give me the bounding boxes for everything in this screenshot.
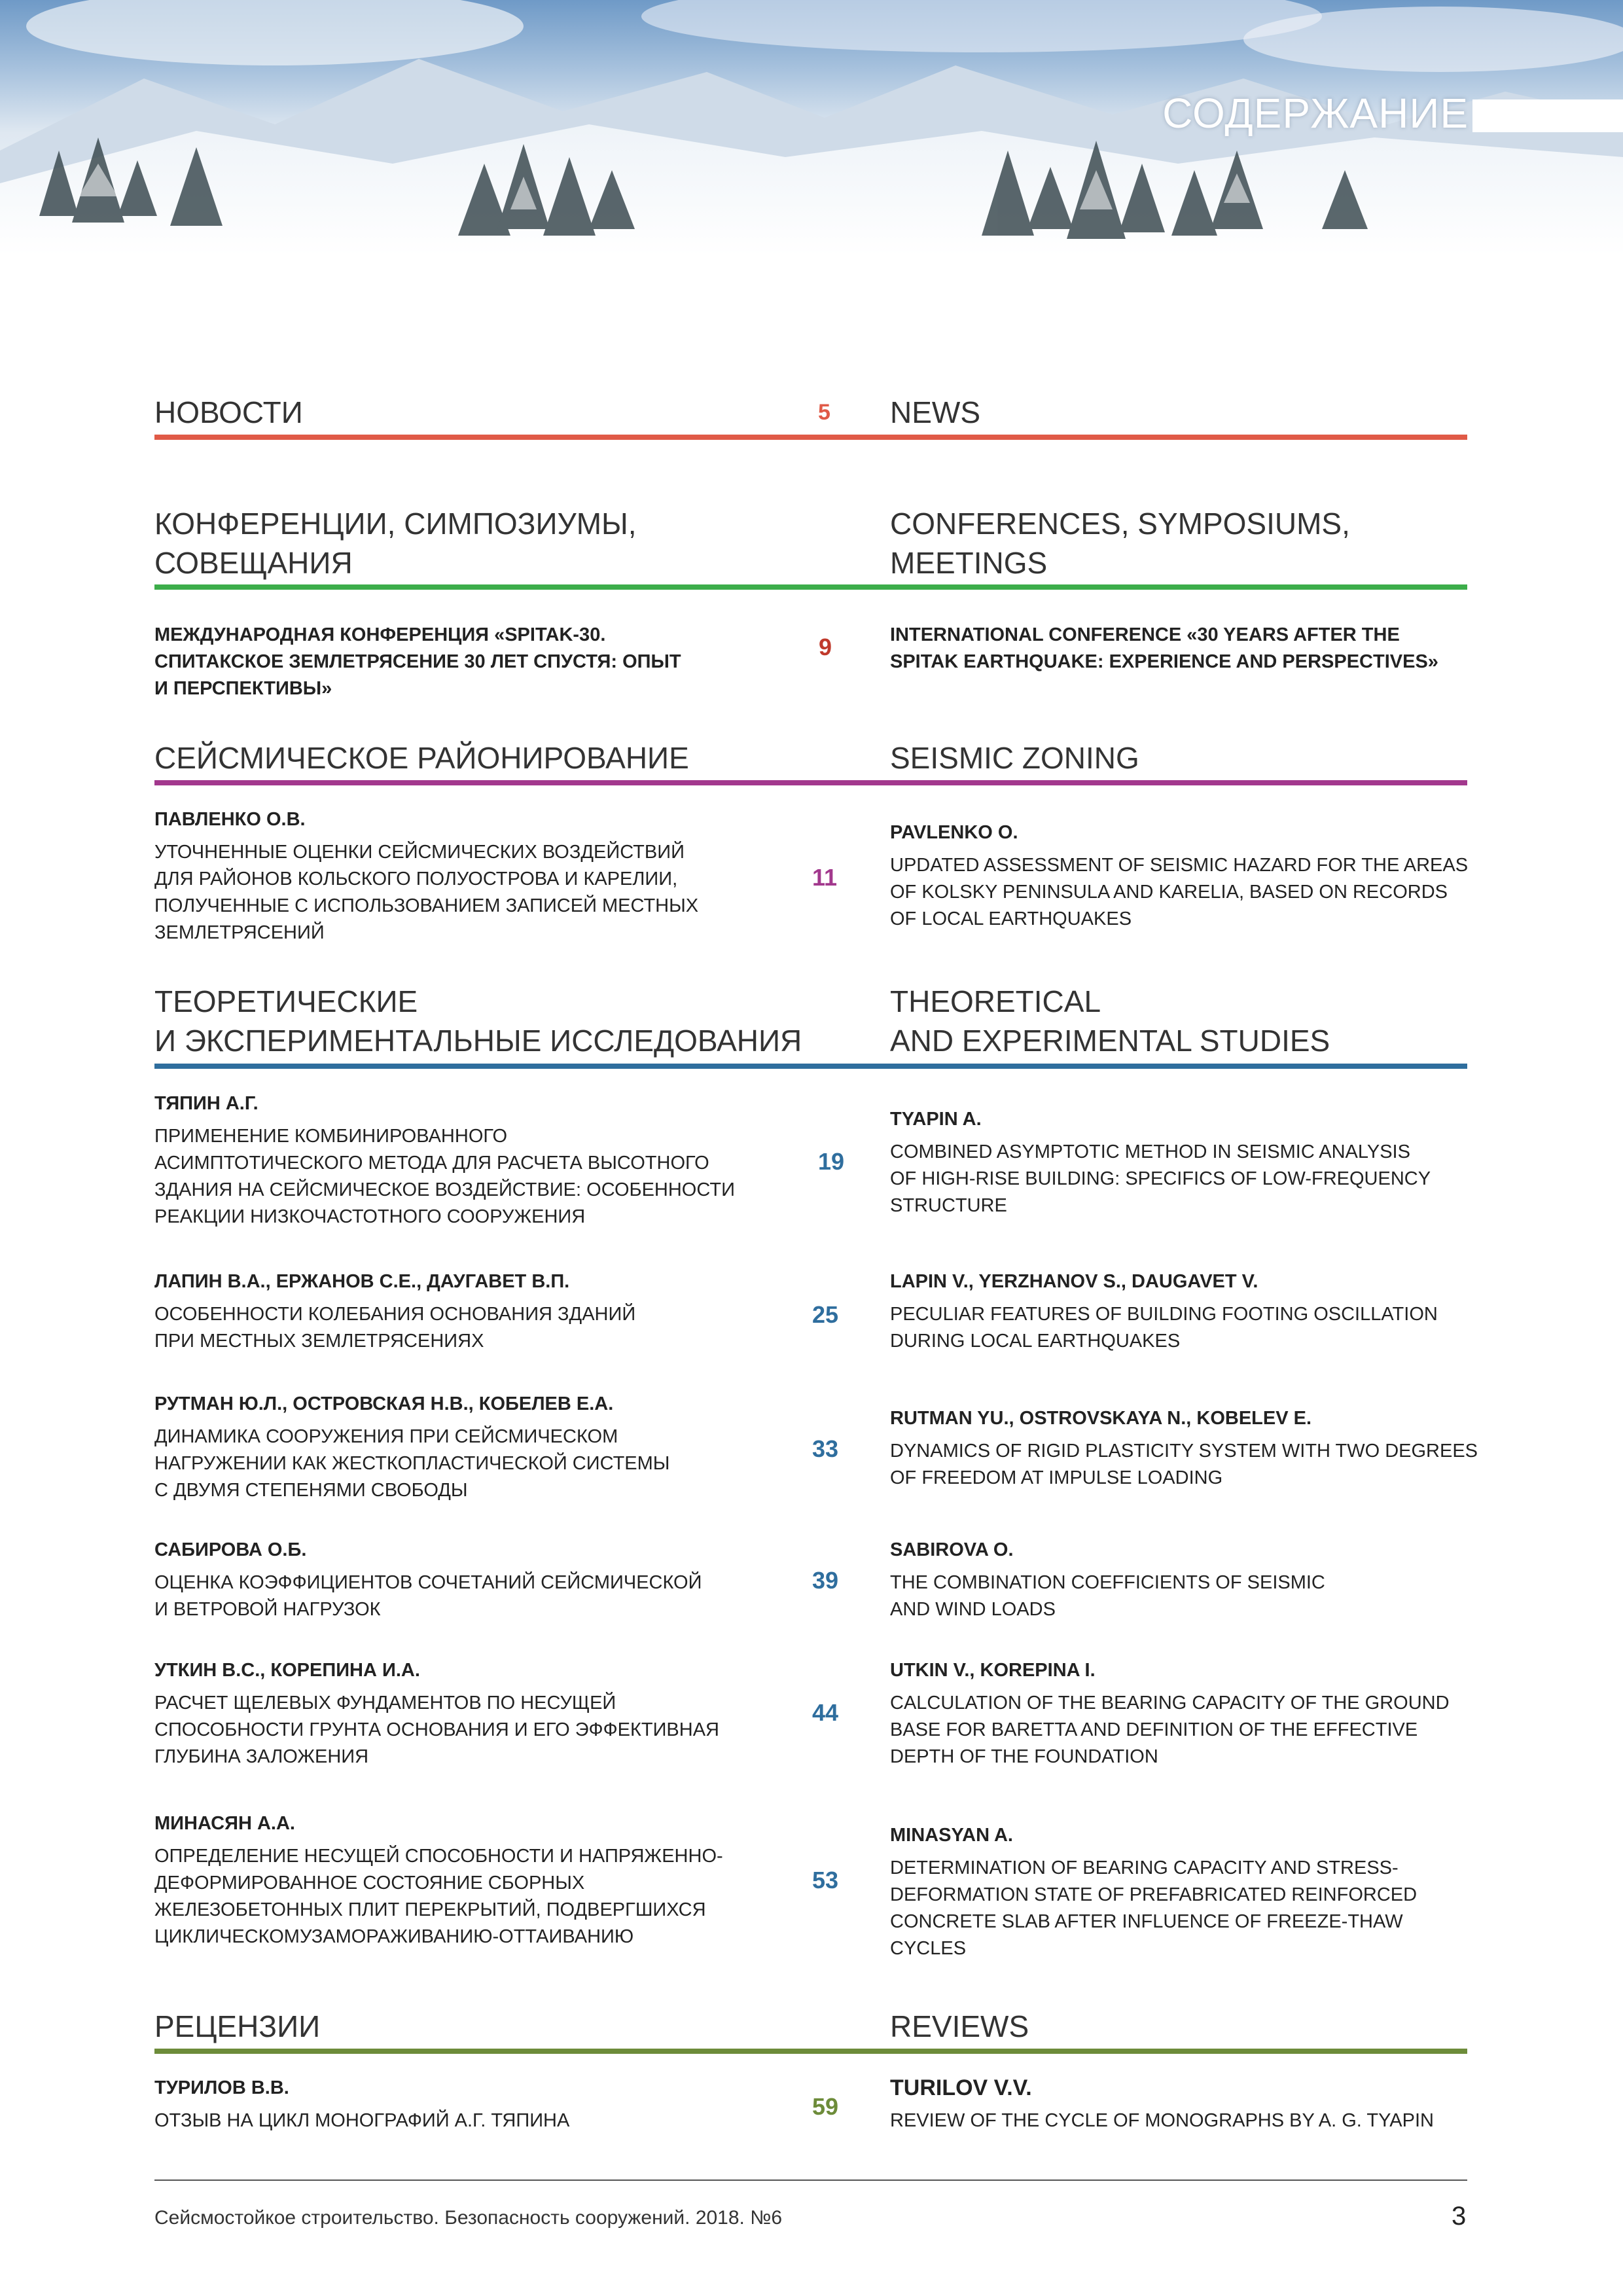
entry-author-en: MINASYAN A. xyxy=(890,1825,1013,1846)
entry-title-en: REVIEW OF THE CYCLE OF MONOGRAPHS BY A. G. TYAPIN xyxy=(890,2110,1434,2131)
entry-author-en: LAPIN V., YERZHANOV S., DAUGAVET V. xyxy=(890,1271,1258,1292)
page-number[interactable]: 53 xyxy=(812,1867,839,1893)
entry-title-en: DYNAMICS OF RIGID PLASTICITY SYSTEM WITH TWO DEGREES OF FREEDOM AT IMPULSE LOADING xyxy=(890,1441,1478,1488)
entry-author-en: SABIROVA O. xyxy=(890,1539,1014,1560)
footer-journal-title: Сейсмостойкое строительство. Безопасность сооружений. 2018. №6 xyxy=(154,2207,783,2229)
page-number[interactable]: 19 xyxy=(818,1148,845,1175)
entry-ru xyxy=(154,1090,757,1230)
entry-en xyxy=(890,2075,1479,2134)
entry-en xyxy=(890,1405,1479,1492)
entry-author-en: UTKIN V., KOREPINA I. xyxy=(890,1660,1096,1681)
entry-en xyxy=(890,1268,1479,1355)
entry-author-en: PAVLENKO O. xyxy=(890,822,1018,843)
entry-ru xyxy=(154,1657,757,1770)
entry-title-ru: УТОЧНЕННЫЕ ОЦЕНКИ СЕЙСМИЧЕСКИХ ВОЗДЕЙСТВИЙ ДЛЯ РАЙОНОВ КОЛЬСКОГО ПОЛУОСТРОВА И КАРЕЛИИ, ПОЛУЧЕННЫЕ С ИСПОЛЬЗОВАНИЕМ ЗАПИСЕЙ МЕСТНЫХ ЗЕМЛЕТРЯСЕНИЙ xyxy=(154,842,699,943)
entry-author-ru: ТЯПИН А.Г. xyxy=(154,1093,259,1114)
section-title-en: REVIEWS xyxy=(890,2009,1029,2043)
entry-en xyxy=(890,1106,1479,1219)
section-rule xyxy=(154,584,1467,590)
entry-author-en: TYAPIN A. xyxy=(890,1109,982,1130)
entry-title-en: INTERNATIONAL CONFERENCE «30 YEARS AFTER THE SPITAK EARTHQUAKE: EXPERIENCE AND PERSPECTIVES» xyxy=(890,624,1438,672)
section-title-ru: КОНФЕРЕНЦИИ, СИМПОЗИУМЫ, СОВЕЩАНИЯ xyxy=(154,507,637,580)
footer-page-number: 3 xyxy=(1452,2202,1467,2231)
entry-en xyxy=(890,1537,1479,1623)
entry-en xyxy=(890,622,1479,675)
entry-ru xyxy=(154,1391,757,1504)
entry-ru xyxy=(154,2075,757,2134)
entry-en xyxy=(890,1657,1479,1770)
entry-author-en: RUTMAN YU., OSTROVSKAYA N., KOBELEV E. xyxy=(890,1408,1312,1429)
entry-author-ru: САБИРОВА О.Б. xyxy=(154,1539,307,1560)
entry-title-ru: РАСЧЕТ ЩЕЛЕВЫХ ФУНДАМЕНТОВ ПО НЕСУЩЕЙ СПОСОБНОСТИ ГРУНТА ОСНОВАНИЯ И ЕГО ЭФФЕКТИВНАЯ ГЛУБИНА ЗАЛОЖЕНИЯ xyxy=(154,1693,720,1767)
section-rule xyxy=(154,1064,1467,1069)
entry-title-en: COMBINED ASYMPTOTIC METHOD IN SEISMIC ANALYSIS OF HIGH-RISE BUILDING: SPECIFICS OF LOW-FREQUENCY STRUCTURE xyxy=(890,1141,1431,1216)
section-title-en: NEWS xyxy=(890,395,980,429)
entry-title-ru: ОЦЕНКА КОЭФФИЦИЕНТОВ СОЧЕТАНИЙ СЕЙСМИЧЕСКОЙ И ВЕТРОВОЙ НАГРУЗОК xyxy=(154,1572,702,1620)
entry-title-ru: ОТЗЫВ НА ЦИКЛ МОНОГРАФИЙ А.Г. ТЯПИНА xyxy=(154,2110,570,2131)
section-rule xyxy=(154,780,1467,785)
page-number[interactable]: 39 xyxy=(812,1567,839,1594)
page-title: СОДЕРЖАНИЕ xyxy=(1162,90,1469,137)
section-title-ru: СЕЙСМИЧЕСКОЕ РАЙОНИРОВАНИЕ xyxy=(154,741,689,775)
entry-ru xyxy=(154,806,757,946)
entry-author-ru: РУТМАН Ю.Л., ОСТРОВСКАЯ Н.В., КОБЕЛЕВ Е.А. xyxy=(154,1393,614,1414)
entry-en xyxy=(890,819,1479,933)
section-title-en: SEISMIC ZONING xyxy=(890,741,1139,775)
section-title-en: THEORETICAL AND EXPERIMENTAL STUDIES xyxy=(890,984,1330,1058)
page-number[interactable]: 11 xyxy=(812,864,838,891)
entry-title-en: PECULIAR FEATURES OF BUILDING FOOTING OSCILLATION DURING LOCAL EARTHQUAKES xyxy=(890,1304,1438,1352)
entry-author-en: TURILOV V.V. xyxy=(890,2075,1032,2100)
entry-author-ru: ЛАПИН В.А., ЕРЖАНОВ С.Е., ДАУГАВЕТ В.П. xyxy=(154,1271,570,1292)
section-title-en: CONFERENCES, SYMPOSIUMS, MEETINGS xyxy=(890,507,1350,580)
entry-author-ru: ТУРИЛОВ В.В. xyxy=(154,2077,289,2098)
entry-title-ru: ПРИМЕНЕНИЕ КОМБИНИРОВАННОГО АСИМПТОТИЧЕСКОГО МЕТОДА ДЛЯ РАСЧЕТА ВЫСОТНОГО ЗДАНИЯ НА СЕЙСМИЧЕСКОЕ ВОЗДЕЙСТВИЕ: ОСОБЕННОСТИ РЕАКЦИИ НИЗКОЧАСТОТНОГО СООРУЖЕНИЯ xyxy=(154,1126,735,1227)
section-title-ru: НОВОСТИ xyxy=(154,395,303,429)
entry-title-ru: ОСОБЕННОСТИ КОЛЕБАНИЯ ОСНОВАНИЯ ЗДАНИЙ ПРИ МЕСТНЫХ ЗЕМЛЕТРЯСЕНИЯХ xyxy=(154,1304,636,1352)
page-number[interactable]: 5 xyxy=(818,400,830,425)
title-accent-bar xyxy=(1472,99,1623,132)
entry-author-ru: УТКИН В.С., КОРЕПИНА И.А. xyxy=(154,1660,420,1681)
entry-title-ru: МЕЖДУНАРОДНАЯ КОНФЕРЕНЦИЯ «SPITAK-30. СПИТАКСКОЕ ЗЕМЛЕТРЯСЕНИЕ 30 ЛЕТ СПУСТЯ: ОПЫТ И ПЕРСПЕКТИВЫ» xyxy=(154,624,681,699)
entry-title-en: UPDATED ASSESSMENT OF SEISMIC HAZARD FOR THE AREAS OF KOLSKY PENINSULA AND KARELIA, BASED ON RECORDS OF LOCAL EARTHQUAKES xyxy=(890,855,1469,929)
section-rule xyxy=(154,2049,1467,2054)
header-banner xyxy=(0,0,1623,255)
page-number[interactable]: 25 xyxy=(812,1301,839,1328)
page-number[interactable]: 44 xyxy=(812,1699,839,1726)
page-number[interactable]: 59 xyxy=(812,2093,839,2120)
entry-ru xyxy=(154,1537,757,1623)
page-number[interactable]: 9 xyxy=(819,634,832,660)
section-title-ru: ТЕОРЕТИЧЕСКИЕ И ЭКСПЕРИМЕНТАЛЬНЫЕ ИССЛЕДОВАНИЯ xyxy=(154,984,802,1058)
entry-title-en: CALCULATION OF THE BEARING CAPACITY OF THE GROUND BASE FOR BARETTA AND DEFINITION OF THE EFFECTIVE DEPTH OF THE FOUNDATION xyxy=(890,1693,1450,1767)
entry-title-en: DETERMINATION OF BEARING CAPACITY AND STRESS- DEFORMATION STATE OF PREFABRICATED REINFORCED CONCRETE SLAB AFTER INFLUENCE OF FREEZE-THAW CYCLES xyxy=(890,1857,1418,1959)
footer-divider xyxy=(154,2179,1467,2181)
entry-author-ru: МИНАСЯН А.А. xyxy=(154,1813,295,1834)
section-title-ru: РЕЦЕНЗИИ xyxy=(154,2009,321,2043)
entry-title-en: THE COMBINATION COEFFICIENTS OF SEISMIC AND WIND LOADS xyxy=(890,1572,1325,1620)
entry-ru xyxy=(154,622,757,702)
entry-title-ru: ДИНАМИКА СООРУЖЕНИЯ ПРИ СЕЙСМИЧЕСКОМ НАГРУЖЕНИИ КАК ЖЕСТКОПЛАСТИЧЕСКОЙ СИСТЕМЫ С ДВУМЯ СТЕПЕНЯМИ СВОБОДЫ xyxy=(154,1426,670,1501)
entry-ru xyxy=(154,1810,757,1950)
section-rule xyxy=(154,435,1467,440)
entry-title-ru: ОПРЕДЕЛЕНИЕ НЕСУЩЕЙ СПОСОБНОСТИ И НАПРЯЖЕННО- ДЕФОРМИРОВАННОЕ СОСТОЯНИЕ СБОРНЫХ ЖЕЛЕЗОБЕТОННЫХ ПЛИТ ПЕРЕКРЫТИЙ, ПОДВЕРГШИХСЯ ЦИКЛИЧЕСКОМУЗАМОРАЖИВАНИЮ-ОТТАИВАНИЮ xyxy=(154,1846,723,1947)
page-number[interactable]: 33 xyxy=(812,1435,839,1462)
entry-ru xyxy=(154,1268,757,1355)
entry-author-ru: ПАВЛЕНКО О.В. xyxy=(154,809,306,830)
entry-en xyxy=(890,1822,1479,1962)
